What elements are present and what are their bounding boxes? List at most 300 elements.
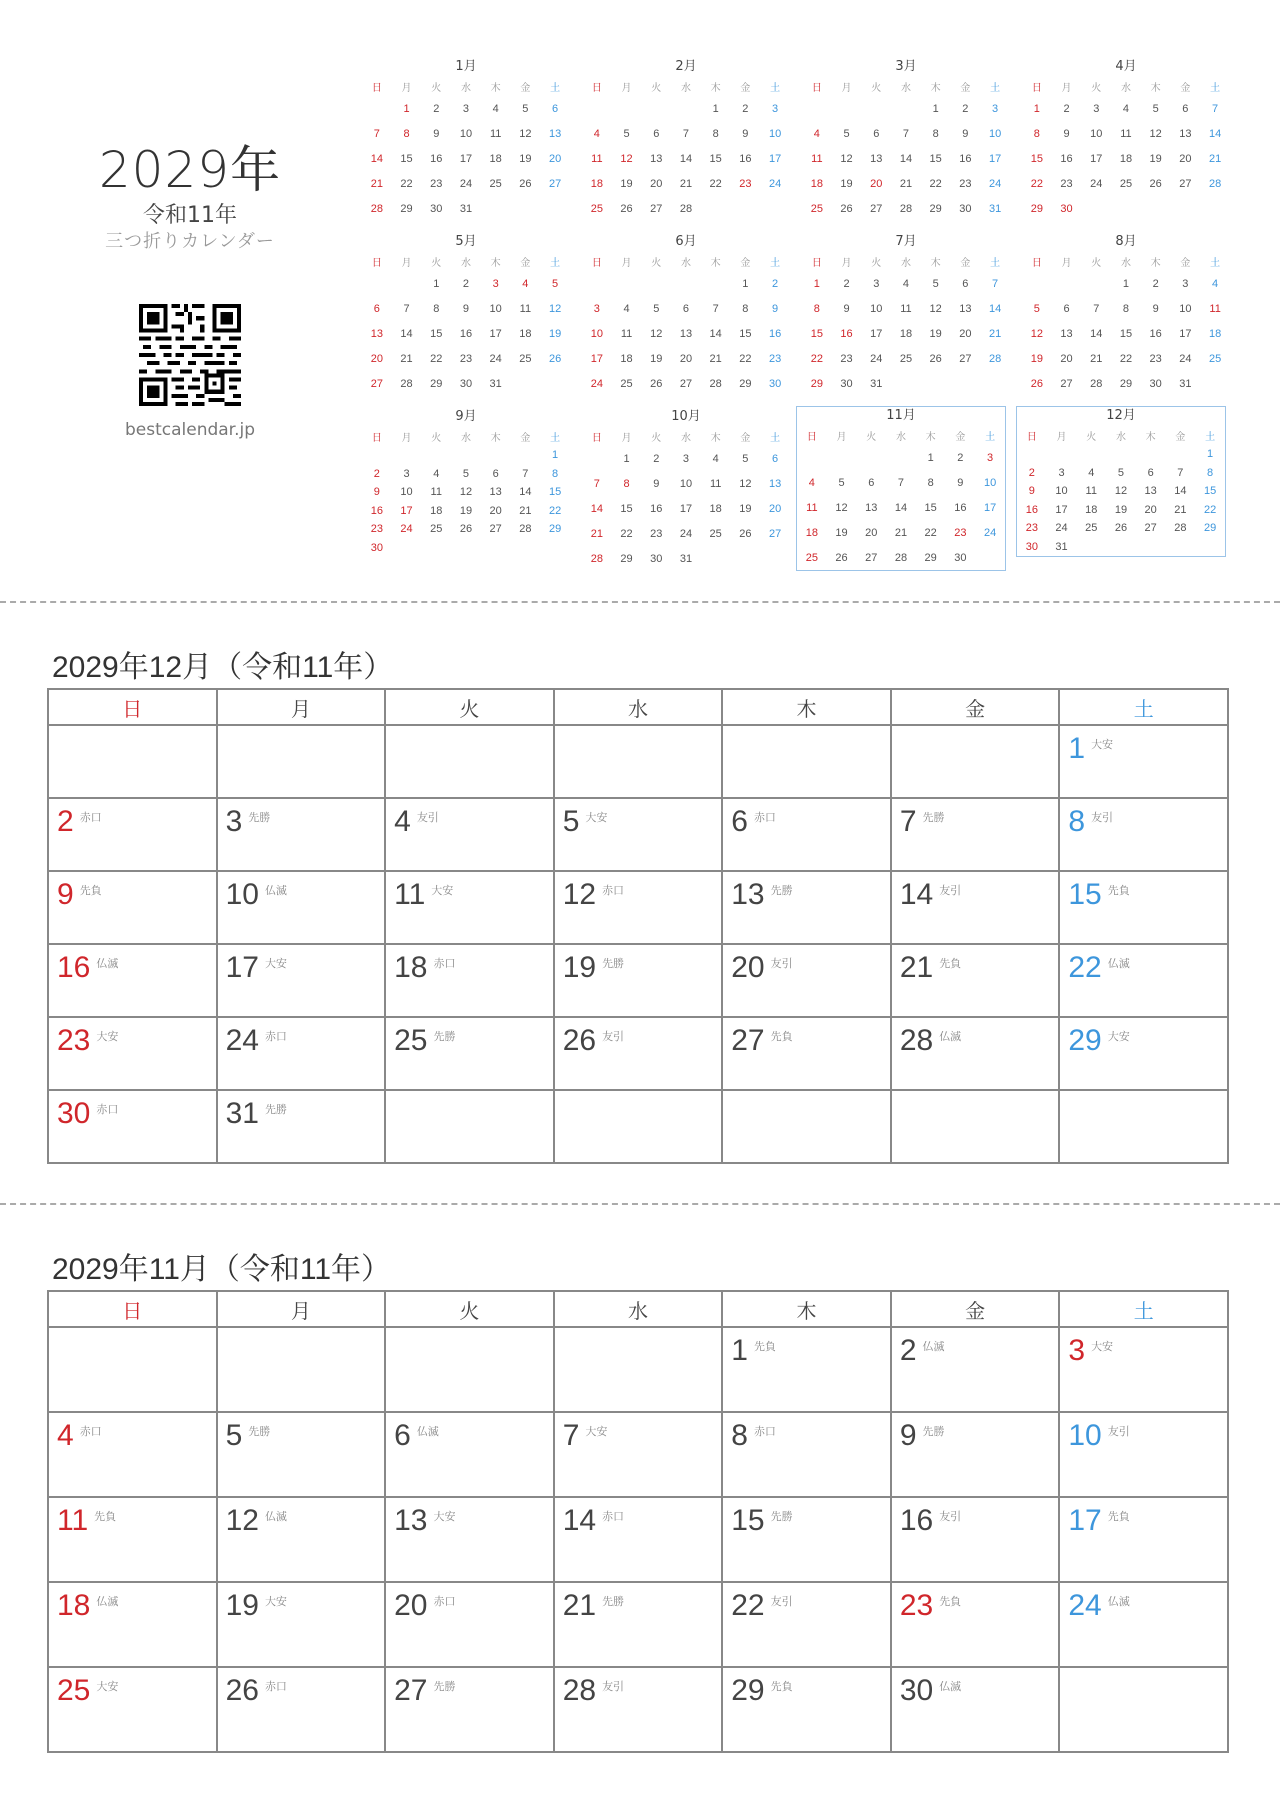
day-cell: 6 xyxy=(373,302,380,315)
day-cell: 5 xyxy=(522,102,529,115)
weekday-label: 水 xyxy=(900,82,911,94)
mini-month-label: 2月 xyxy=(675,59,697,74)
weekday-label: 金 xyxy=(1180,257,1191,269)
day-cell[interactable] xyxy=(217,798,386,871)
mini-month-label: 7月 xyxy=(895,234,917,249)
day-cell: 31 xyxy=(489,377,502,390)
day-cell: 22 xyxy=(1119,352,1133,365)
weekday-label: 金 xyxy=(1175,431,1186,443)
day-cell: 20 xyxy=(768,502,782,515)
day-cell: 25 xyxy=(430,523,443,536)
day-cell: 17 xyxy=(400,504,413,517)
day-cell[interactable] xyxy=(385,1017,554,1090)
day-cell: 26 xyxy=(459,523,473,536)
day-cell: 30 xyxy=(430,202,443,215)
day-cell: 23 xyxy=(650,527,663,540)
day-cell: 30 xyxy=(459,377,473,390)
empty-cell xyxy=(511,196,541,221)
weekday-header xyxy=(362,251,570,271)
week-row xyxy=(797,495,1005,520)
day-cell: 24 xyxy=(1055,522,1068,535)
empty-cell xyxy=(612,96,642,121)
day-cell: 1 xyxy=(927,451,934,464)
rokuyo-label: 赤口 xyxy=(753,811,776,824)
week-row xyxy=(797,470,1005,495)
day-cell[interactable] xyxy=(722,944,891,1017)
weekday-label: 木 xyxy=(930,257,941,269)
mini-month-grid xyxy=(582,426,790,571)
week-row xyxy=(48,944,1228,1017)
day-cell[interactable] xyxy=(48,1090,217,1163)
day-cell[interactable] xyxy=(722,1582,891,1667)
day-cell[interactable] xyxy=(1059,1327,1228,1412)
day-cell: 13 xyxy=(370,327,383,340)
empty-cell xyxy=(1059,1667,1228,1752)
mini-month-grid xyxy=(1022,251,1230,396)
empty-cell xyxy=(217,725,386,798)
day-number: 10 xyxy=(1068,1419,1102,1452)
empty-cell xyxy=(980,371,1010,396)
day-number: 11 xyxy=(57,1504,89,1537)
day-cell[interactable] xyxy=(1059,871,1228,944)
day-cell: 6 xyxy=(1182,102,1189,115)
day-cell: 26 xyxy=(519,177,532,190)
day-number: 15 xyxy=(1068,878,1102,911)
day-cell[interactable] xyxy=(385,1582,554,1667)
day-cell[interactable] xyxy=(217,871,386,944)
weekday-label: 水 xyxy=(460,257,471,269)
day-cell: 6 xyxy=(552,102,559,115)
day-cell[interactable] xyxy=(722,1497,891,1582)
weekday-label: 土 xyxy=(770,432,781,444)
day-cell[interactable] xyxy=(217,1412,386,1497)
week-row xyxy=(362,196,570,221)
empty-cell xyxy=(554,725,723,798)
day-cell: 15 xyxy=(1203,485,1217,498)
day-number: 13 xyxy=(731,878,765,911)
rokuyo-label: 仏滅 xyxy=(939,1680,962,1693)
day-cell[interactable] xyxy=(48,1017,217,1090)
day-cell: 22 xyxy=(709,177,722,190)
weekday-label: 土 xyxy=(985,431,996,443)
day-cell: 4 xyxy=(492,102,499,115)
day-cell: 8 xyxy=(1033,127,1040,140)
day-number: 6 xyxy=(731,805,748,838)
day-number: 26 xyxy=(225,1674,259,1707)
weekday-label: 火 xyxy=(431,257,442,269)
rokuyo-label: 友引 xyxy=(770,957,793,970)
day-cell[interactable] xyxy=(1059,725,1228,798)
day-cell[interactable] xyxy=(891,1497,1060,1582)
day-cell: 23 xyxy=(739,177,752,190)
day-cell: 4 xyxy=(1122,102,1130,115)
week-row xyxy=(802,321,1010,346)
day-cell: 21 xyxy=(894,526,908,539)
day-cell: 27 xyxy=(1060,377,1073,390)
day-cell: 24 xyxy=(400,523,413,536)
day-cell: 28 xyxy=(1208,177,1222,190)
weekday-label: 水 xyxy=(680,432,691,444)
day-cell: 18 xyxy=(519,327,532,340)
rokuyo-label: 赤口 xyxy=(602,884,625,897)
weekday-label: 水 xyxy=(554,1291,723,1327)
day-number: 10 xyxy=(225,878,259,911)
day-cell: 13 xyxy=(1144,485,1157,498)
day-cell: 27 xyxy=(489,523,502,536)
day-cell: 14 xyxy=(370,152,383,165)
day-cell: 10 xyxy=(400,486,413,499)
empty-cell xyxy=(392,271,422,296)
empty-cell xyxy=(1171,196,1201,221)
day-cell[interactable] xyxy=(891,1582,1060,1667)
mini-calendar xyxy=(802,58,1010,221)
day-cell[interactable] xyxy=(217,1497,386,1582)
day-cell: 14 xyxy=(1174,485,1187,498)
day-cell[interactable] xyxy=(385,871,554,944)
day-cell[interactable] xyxy=(217,1017,386,1090)
day-cell[interactable] xyxy=(722,1327,891,1412)
empty-cell xyxy=(48,1327,217,1412)
weekday-label: 金 xyxy=(960,257,971,269)
month-grid xyxy=(47,1290,1229,1753)
week-row xyxy=(582,371,790,396)
day-cell: 16 xyxy=(1149,327,1162,340)
day-cell: 11 xyxy=(591,152,603,165)
day-cell[interactable] xyxy=(48,1412,217,1497)
rokuyo-label: 先負 xyxy=(939,1595,962,1608)
day-cell: 20 xyxy=(370,352,383,365)
day-cell[interactable] xyxy=(1059,1497,1228,1582)
day-cell: 30 xyxy=(768,377,782,390)
weekday-label: 日 xyxy=(48,1291,217,1327)
day-cell[interactable] xyxy=(891,1412,1060,1497)
empty-cell xyxy=(891,725,1060,798)
day-cell[interactable] xyxy=(722,1667,891,1752)
rokuyo-label: 先勝 xyxy=(922,811,945,824)
day-cell: 8 xyxy=(433,302,440,315)
weekday-label: 月 xyxy=(1056,431,1067,443)
day-number: 24 xyxy=(225,1024,259,1057)
day-cell: 14 xyxy=(519,486,532,499)
rokuyo-label: 大安 xyxy=(264,957,287,970)
day-cell: 24 xyxy=(983,526,997,539)
mini-month-label: 8月 xyxy=(1115,234,1137,249)
week-row xyxy=(582,271,790,296)
day-number: 12 xyxy=(562,878,597,911)
day-cell[interactable] xyxy=(217,1667,386,1752)
weekday-label: 木 xyxy=(722,689,891,725)
day-cell: 18 xyxy=(489,152,502,165)
day-cell[interactable] xyxy=(48,1667,217,1752)
empty-cell xyxy=(582,96,612,121)
month-title: 2029年12月（令和11年） xyxy=(52,651,394,684)
day-cell: 4 xyxy=(433,467,440,480)
day-cell[interactable] xyxy=(722,798,891,871)
day-number: 14 xyxy=(562,1504,597,1537)
day-cell[interactable] xyxy=(891,798,1060,871)
day-cell: 7 xyxy=(992,277,999,290)
day-cell: 2 xyxy=(462,277,470,290)
day-cell[interactable] xyxy=(554,1017,723,1090)
empty-cell xyxy=(701,196,731,221)
day-cell: 9 xyxy=(1028,485,1035,498)
rokuyo-label: 大安 xyxy=(1091,738,1114,751)
day-cell[interactable] xyxy=(554,944,723,1017)
weekday-label: 土 xyxy=(550,82,561,94)
day-cell[interactable] xyxy=(554,1582,723,1667)
day-number: 16 xyxy=(57,951,91,984)
day-cell: 6 xyxy=(772,452,779,465)
day-cell: 12 xyxy=(840,152,853,165)
day-cell: 19 xyxy=(519,152,532,165)
day-cell: 12 xyxy=(929,302,942,315)
day-cell[interactable] xyxy=(554,798,723,871)
day-number: 13 xyxy=(394,1504,428,1537)
empty-cell xyxy=(722,1090,891,1163)
day-cell[interactable] xyxy=(385,944,554,1017)
weekday-label: 水 xyxy=(1120,257,1131,269)
empty-cell xyxy=(1106,538,1136,557)
rokuyo-label: 仏滅 xyxy=(416,1425,439,1438)
day-cell: 18 xyxy=(810,177,823,190)
rokuyo-label: 先勝 xyxy=(922,1425,945,1438)
day-number: 11 xyxy=(394,878,426,911)
day-cell: 30 xyxy=(954,551,967,564)
day-cell: 31 xyxy=(459,202,473,215)
day-cell[interactable] xyxy=(385,1667,554,1752)
day-cell[interactable] xyxy=(385,798,554,871)
day-cell: 29 xyxy=(1030,202,1043,215)
day-cell: 10 xyxy=(1179,302,1192,315)
day-cell: 13 xyxy=(679,327,693,340)
day-cell: 30 xyxy=(1149,377,1162,390)
week-row xyxy=(1022,146,1230,171)
empty-cell xyxy=(451,446,481,465)
day-cell: 6 xyxy=(962,277,969,290)
day-cell: 25 xyxy=(1085,522,1098,535)
week-row xyxy=(582,446,790,471)
day-cell: 24 xyxy=(1090,177,1103,190)
day-cell[interactable] xyxy=(891,871,1060,944)
day-cell: 28 xyxy=(899,202,913,215)
day-cell: 18 xyxy=(620,352,633,365)
empty-cell xyxy=(481,196,511,221)
day-cell: 12 xyxy=(1149,127,1162,140)
day-cell: 8 xyxy=(712,127,719,140)
day-cell: 8 xyxy=(742,302,749,315)
day-cell: 8 xyxy=(403,127,410,140)
mini-calendar xyxy=(796,406,1006,571)
day-cell: 12 xyxy=(519,127,532,140)
day-cell: 29 xyxy=(810,377,823,390)
empty-cell xyxy=(856,445,886,470)
day-cell[interactable] xyxy=(554,1497,723,1582)
weekday-label: 月 xyxy=(1061,82,1072,94)
day-cell[interactable] xyxy=(48,798,217,871)
day-cell: 24 xyxy=(679,527,693,540)
day-cell: 27 xyxy=(650,202,663,215)
week-row xyxy=(1022,271,1230,296)
site-url: bestcalendar.jp xyxy=(124,420,256,440)
day-cell: 20 xyxy=(870,177,883,190)
day-cell: 22 xyxy=(400,177,413,190)
day-cell[interactable] xyxy=(722,871,891,944)
mini-month-label: 12月 xyxy=(1106,408,1136,423)
day-cell: 11 xyxy=(1209,302,1221,315)
mini-month-grid xyxy=(797,425,1005,570)
day-cell[interactable] xyxy=(891,1017,1060,1090)
day-cell: 8 xyxy=(1207,466,1214,479)
day-cell: 2 xyxy=(1028,466,1035,479)
week-row xyxy=(362,271,570,296)
day-cell[interactable] xyxy=(1059,1582,1228,1667)
empty-cell xyxy=(540,371,570,396)
day-cell[interactable] xyxy=(385,1412,554,1497)
day-cell[interactable] xyxy=(217,944,386,1017)
day-cell[interactable] xyxy=(385,1497,554,1582)
day-cell: 28 xyxy=(709,377,722,390)
day-cell: 1 xyxy=(433,277,440,290)
week-row xyxy=(48,798,1228,871)
weekday-label: 火 xyxy=(385,689,554,725)
day-cell: 1 xyxy=(1207,448,1214,461)
day-number: 30 xyxy=(899,1674,934,1707)
weekday-label: 木 xyxy=(722,1291,891,1327)
day-cell[interactable] xyxy=(48,1497,217,1582)
mini-calendar xyxy=(362,58,570,221)
day-number: 17 xyxy=(225,951,259,984)
day-cell[interactable] xyxy=(217,1582,386,1667)
day-cell: 3 xyxy=(462,102,470,115)
empty-cell xyxy=(1081,271,1111,296)
day-cell: 20 xyxy=(1060,352,1073,365)
day-cell: 4 xyxy=(1088,466,1095,479)
empty-cell xyxy=(891,96,921,121)
day-cell: 28 xyxy=(400,377,413,390)
day-cell: 12 xyxy=(1030,327,1043,340)
weekday-label: 月 xyxy=(401,82,412,94)
day-cell[interactable] xyxy=(48,944,217,1017)
day-cell[interactable] xyxy=(1059,798,1228,871)
mini-month-grid xyxy=(1017,425,1225,556)
weekday-label: 火 xyxy=(1086,431,1097,443)
day-cell[interactable] xyxy=(891,944,1060,1017)
day-cell: 28 xyxy=(519,523,532,536)
weekday-label: 火 xyxy=(431,432,442,444)
day-number: 16 xyxy=(899,1504,934,1537)
week-row xyxy=(1022,346,1230,371)
day-cell: 19 xyxy=(840,177,853,190)
rokuyo-label: 大安 xyxy=(585,1425,608,1438)
day-cell: 11 xyxy=(489,127,502,140)
day-cell: 25 xyxy=(899,352,913,365)
empty-cell xyxy=(1136,445,1166,464)
day-cell: 3 xyxy=(492,277,499,290)
day-cell: 23 xyxy=(959,177,972,190)
day-number: 23 xyxy=(57,1024,91,1057)
empty-cell xyxy=(392,446,422,465)
day-cell: 5 xyxy=(1033,302,1040,315)
day-cell: 2 xyxy=(772,277,779,290)
rokuyo-label: 赤口 xyxy=(264,1680,287,1693)
day-cell: 24 xyxy=(459,177,473,190)
day-cell: 2 xyxy=(1152,277,1159,290)
day-number: 19 xyxy=(225,1589,259,1622)
week-row xyxy=(797,520,1005,545)
empty-cell xyxy=(1022,271,1052,296)
day-cell[interactable] xyxy=(1059,1412,1228,1497)
day-cell: 18 xyxy=(1119,152,1133,165)
weekday-label: 土 xyxy=(770,257,781,269)
day-cell: 21 xyxy=(709,352,722,365)
day-cell: 5 xyxy=(653,302,660,315)
day-cell[interactable] xyxy=(1059,1017,1228,1090)
weekday-header xyxy=(582,251,790,271)
day-cell: 24 xyxy=(489,352,502,365)
weekday-header xyxy=(48,1291,1228,1327)
day-cell: 15 xyxy=(1030,152,1043,165)
day-cell: 15 xyxy=(739,327,752,340)
week-row xyxy=(362,371,570,396)
month-title: 2029年11月（令和11年） xyxy=(52,1253,392,1286)
day-cell[interactable] xyxy=(554,1667,723,1752)
rokuyo-label: 先勝 xyxy=(433,1030,456,1043)
day-cell: 1 xyxy=(403,102,410,115)
day-cell[interactable] xyxy=(891,1667,1060,1752)
day-cell: 4 xyxy=(902,277,910,290)
day-cell: 25 xyxy=(620,377,633,390)
rokuyo-label: 先負 xyxy=(79,884,102,897)
day-cell: 23 xyxy=(1025,522,1038,535)
empty-cell xyxy=(701,271,731,296)
empty-cell xyxy=(451,539,481,558)
day-cell[interactable] xyxy=(554,1412,723,1497)
day-cell: 29 xyxy=(924,551,937,564)
day-cell: 2 xyxy=(433,102,440,115)
day-cell: 15 xyxy=(400,152,413,165)
day-cell: 8 xyxy=(932,127,939,140)
day-cell[interactable] xyxy=(217,1090,386,1163)
day-cell: 15 xyxy=(548,486,562,499)
day-cell[interactable] xyxy=(722,1412,891,1497)
day-cell[interactable] xyxy=(48,1582,217,1667)
empty-cell xyxy=(827,445,857,470)
empty-cell xyxy=(1052,271,1082,296)
weekday-header xyxy=(582,76,790,96)
day-cell: 17 xyxy=(489,327,502,340)
day-cell: 1 xyxy=(1122,277,1130,290)
week-row xyxy=(802,371,1010,396)
day-cell: 12 xyxy=(620,152,633,165)
empty-cell xyxy=(1081,196,1111,221)
day-cell[interactable] xyxy=(1059,944,1228,1017)
day-cell[interactable] xyxy=(554,871,723,944)
day-cell[interactable] xyxy=(722,1017,891,1090)
day-cell: 15 xyxy=(924,501,937,514)
weekday-label: 月 xyxy=(217,689,386,725)
day-cell[interactable] xyxy=(891,1327,1060,1412)
week-row xyxy=(1022,171,1230,196)
day-cell: 2 xyxy=(957,451,964,464)
day-cell: 28 xyxy=(1174,522,1187,535)
weekday-header xyxy=(582,426,790,446)
empty-cell xyxy=(481,539,511,558)
day-cell: 2 xyxy=(962,102,969,115)
day-cell: 18 xyxy=(709,502,722,515)
rokuyo-label: 先勝 xyxy=(770,884,793,897)
day-cell[interactable] xyxy=(48,871,217,944)
day-cell: 23 xyxy=(954,526,967,539)
